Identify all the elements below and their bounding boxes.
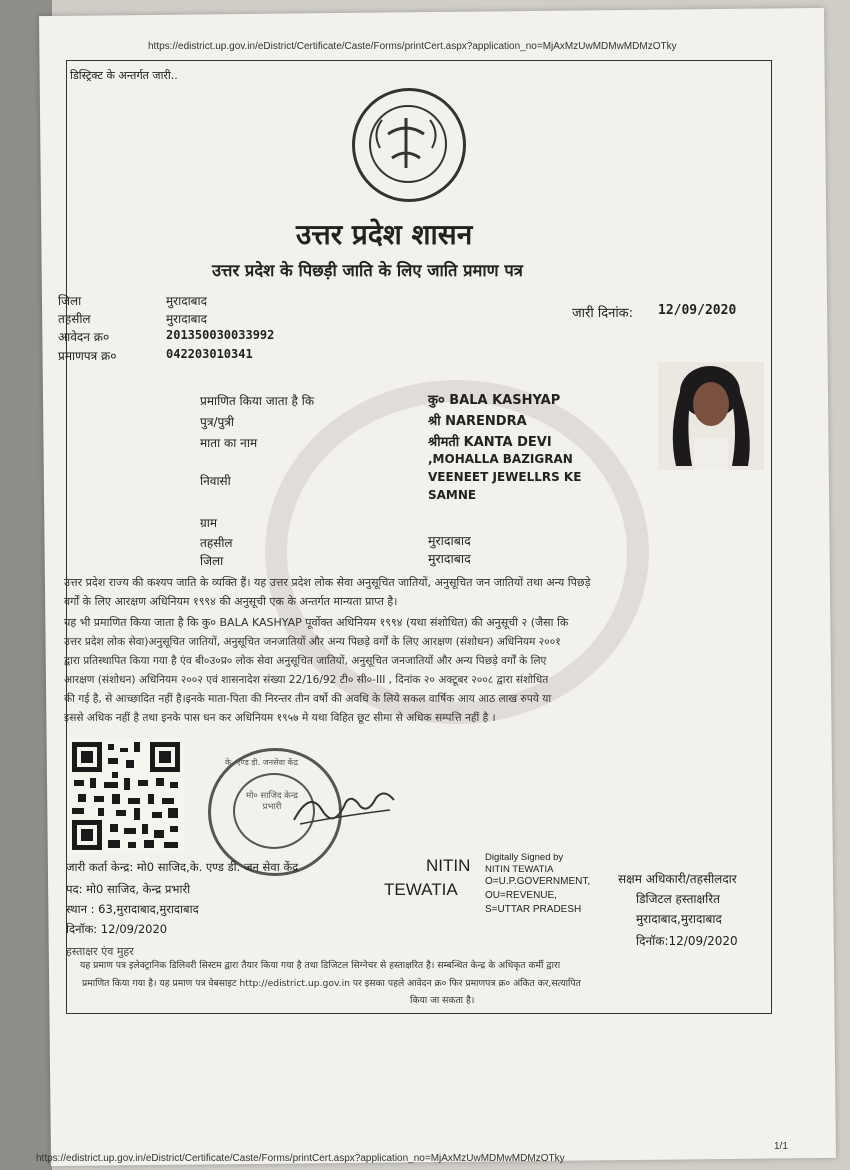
- certificate-title: उत्तर प्रदेश के पिछड़ी जाति के लिए जाति प्रमाण पत्र: [212, 261, 523, 280]
- para2-line5: की गई है, से आच्छादित नहीं है।इनके माता-पिता की निरन्तर तीन वर्षो की अवधि के लिये सकल वार्षिक आय आठ लाख रुपये या: [64, 693, 552, 705]
- stamp-text-center: मो० साजिद केन्द्र प्रभारी: [246, 791, 298, 812]
- person-tehsil-label: तहसील: [200, 536, 233, 550]
- child-of-label: पुत्र/पुत्री: [200, 415, 235, 429]
- qr-code-icon: [68, 738, 184, 854]
- applicant-photo: [658, 362, 764, 470]
- mother-name: श्रीमती KANTA DEVI: [428, 435, 552, 450]
- certificate-number: 042203010341: [166, 347, 253, 361]
- para2-line4: आरक्षण (संशोधन) अधिनियम २००२ एवं शासनादेश संख्या 22/16/92 टी० सी०-III , दिनांक २० अक्टूबर २००८ द्वारा संशोधित: [64, 674, 549, 686]
- para2-line2: उत्तर प्रदेश लोक सेवा)अनुसूचित जातियों, अनुसूचित जनजातियों और अन्य पिछड़े वर्गों के लिए आरक्षण (संशोधन) अधिनियम २००१: [64, 636, 561, 648]
- para2-line6: इससे अधिक नहीं है तथा इनके पास धन कर अधिनियम १९५७ मे यथा विहित छूट सीमा से अधिक सम्पत्ति नहीं है ।: [64, 712, 496, 724]
- footer-line1: यह प्रमाण पत्र इलेक्ट्रानिक डिलिवरी सिस्टम द्वारा तैयार किया गया है तथा डिजिटल सिग्नेचर से हस्ताक्षरित है। सम्बन्धित केन्द्र के अधिकृत कर्मी द्वारा: [80, 960, 561, 971]
- district-value: मुरादाबाद: [166, 294, 208, 308]
- dsig-line1: Digitally Signed by: [485, 852, 564, 863]
- government-title: उत्तर प्रदेश शासन: [296, 218, 473, 251]
- application-number: 201350030033992: [166, 328, 275, 342]
- person-district-value: मुरादाबाद: [428, 551, 471, 566]
- issuer-date: दिनॉक: 12/09/2020: [66, 922, 168, 936]
- para1-line1: उत्तर प्रदेश राज्य की कश्यप जाति के व्यक्ति हैं। यह उत्तर प्रदेश लोक सेवा अनुसूचित जातियों, अनुसूचित जन जातियों तथा अन्य पिछड़े: [64, 576, 591, 589]
- issue-date-label: जारी दिनांक:: [572, 306, 634, 321]
- issuer-place: स्थान : 63,मुरादाबाद,मुरादाबाद: [66, 902, 199, 916]
- para1-line2: वर्गों के लिए आरक्षण अधिनियम १९९४ की अनुसूची एक के अन्तर्गत मान्यता प्राप्त है।: [64, 595, 398, 608]
- address-line-2: VEENEET JEWELLRS KE: [428, 470, 582, 484]
- village-label: ग्राम: [200, 516, 218, 530]
- dsig-line3: O=U.P.GOVERNMENT,: [485, 876, 591, 887]
- applicant-name: कु० BALA KASHYAP: [428, 393, 561, 408]
- footer-line2: प्रमाणित किया गया है। यह प्रमाण पत्र वेबसाइट http://edistrict.up.gov.in पर इसका पहले आवेदन क्र० फिर प्रमाणपत्र क्र० अंकित कर,सत्यापित: [82, 978, 581, 989]
- dsig-line4: OU=REVENUE,: [485, 890, 557, 901]
- page-number: 1/1: [774, 1141, 788, 1152]
- tehsil-value: मुरादाबाद: [166, 312, 208, 326]
- person-tehsil-value: मुरादाबाद: [428, 533, 471, 548]
- issue-date: 12/09/2020: [658, 303, 737, 318]
- mother-label: माता का नाम: [200, 436, 258, 450]
- handwritten-signature: [290, 780, 400, 830]
- dsig-line2: NITIN TEWATIA: [485, 864, 554, 875]
- address-line-3: SAMNE: [428, 488, 477, 502]
- footer-line3: किया जा सकता है।: [410, 995, 475, 1006]
- father-name: श्री NARENDRA: [428, 414, 527, 429]
- sign-seal-label: हस्ताक्षर एंव मुहर: [66, 945, 134, 958]
- certified-label: प्रमाणित किया जाता है कि: [200, 394, 315, 408]
- authority-place: मुरादाबाद,मुरादाबाद: [636, 912, 722, 926]
- para2-line1: यह भी प्रमाणित किया जाता है कि कु० BALA KASHYAP पूर्वोक्त अधिनियम १९९४ (यथा संशोधित) की अनुसूची २ (जैसा कि: [64, 616, 569, 629]
- para2-line3: द्वारा प्रतिस्थापित किया गया है एंव बी०उ०प्र० लोक सेवा अनुसूचित जातियों, अनुसूचित जनजातियों और अन्य पिछड़े वर्गों के लिए: [64, 655, 547, 667]
- authority-date: दिनॉक:12/09/2020: [636, 934, 738, 948]
- issuer-post: पद: मो0 साजिद, केन्द्र प्रभारी: [66, 882, 191, 896]
- issuer-centre: जारी कर्ता केन्द्र: मो0 साजिद,के. एण्ड डी. जन सेवा केंद्र: [66, 860, 299, 874]
- dsig-name-line2: TEWATIA: [384, 880, 458, 899]
- authority-title: सक्षम अधिकारी/तहसीलदार: [618, 872, 737, 886]
- person-district-label: जिला: [200, 554, 224, 568]
- state-emblem-icon: [352, 88, 466, 202]
- district-label: जिला: [58, 294, 82, 308]
- bottom-url: https://edistrict.up.gov.in/eDistrict/Certificate/Caste/Forms/printCert.aspx?application_no=MjAxMzUwMDMwMDMzOTky: [36, 1153, 565, 1164]
- dsig-line5: S=UTTAR PRADESH: [485, 904, 582, 915]
- top-url: https://edistrict.up.gov.in/eDistrict/Certificate/Caste/Forms/printCert.aspx?application_no=MjAxMzUwMDMwMDMzOTky: [148, 41, 677, 52]
- stamp-text-top: के. एण्ड डी. जनसेवा केंद्र: [225, 758, 298, 767]
- authority-sign: डिजिटल हस्ताक्षरित: [636, 892, 720, 906]
- certificate-label: प्रमाणपत्र क्र०: [58, 349, 117, 363]
- issued-under: डिस्ट्रिक्ट के अन्तर्गत जारी..: [70, 69, 178, 82]
- dsig-name-line1: NITIN: [426, 856, 471, 875]
- application-label: आवेदन क्र०: [58, 330, 110, 344]
- address-line-1: ,MOHALLA BAZIGRAN: [428, 452, 573, 466]
- tehsil-label: तहसील: [58, 312, 91, 326]
- residence-label: निवासी: [200, 474, 231, 488]
